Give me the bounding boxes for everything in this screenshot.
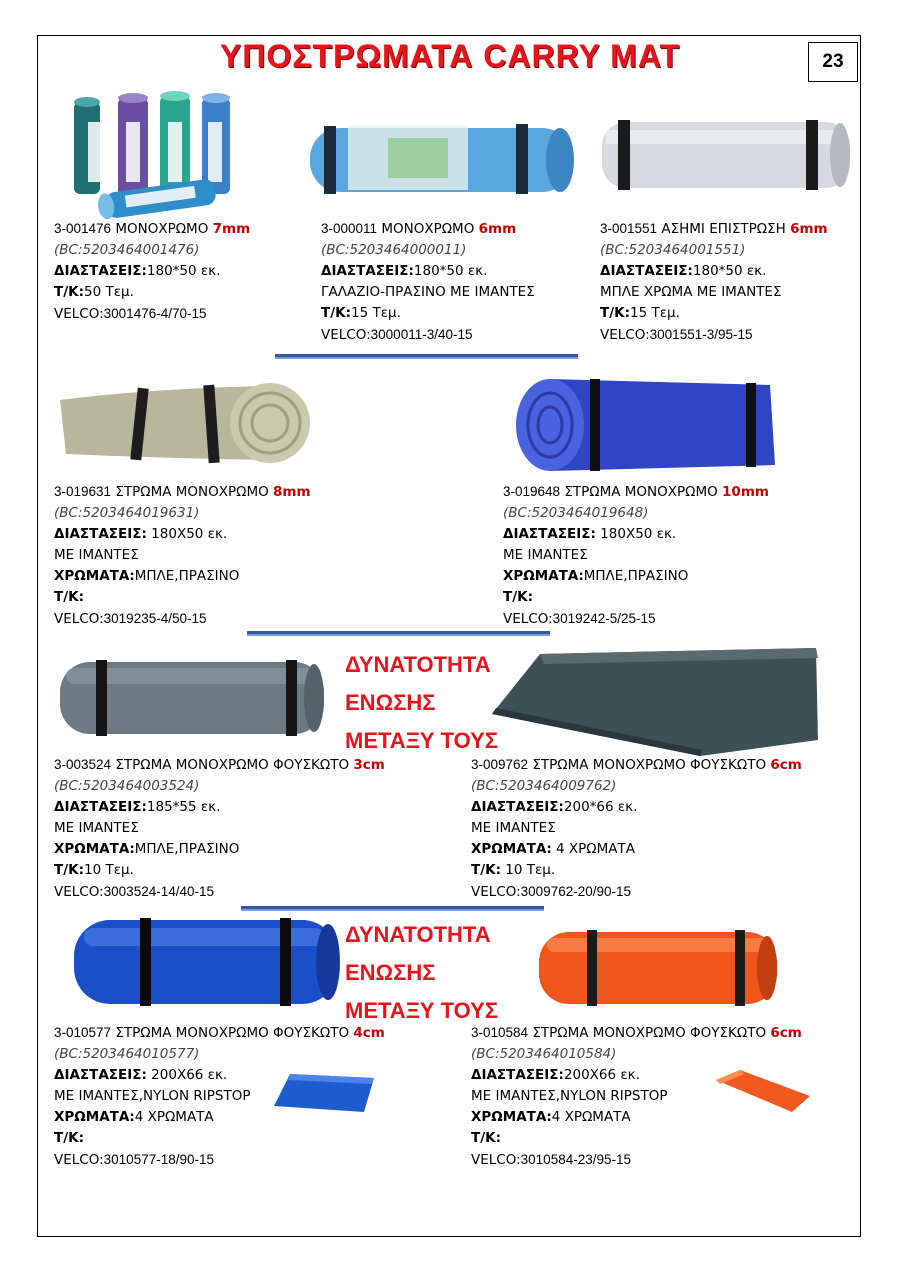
product-velco [600, 324, 828, 346]
velco-value: 3019242-5/25-15 [552, 611, 656, 626]
colors-label: ΧΡΩΜΑΤΑ: [471, 841, 552, 857]
colors-value: ΜΠΛΕ,ΠΡΑΣΙΝΟ [134, 841, 240, 857]
product-3-000011 [321, 218, 535, 346]
inflatable-blue-image [70, 914, 342, 1010]
velco-value: 3019235-4/50-15 [103, 611, 207, 626]
velco-label: VELCO: [471, 884, 521, 900]
colors-value: ΜΠΛΕ,ΠΡΑΣΙΝΟ [134, 568, 240, 584]
dimensions-label: ΔΙΑΣΤΑΣΕΙΣ: [54, 799, 147, 815]
product-desc: ΑΣΗΜΙ ΕΠΙΣΤΡΩΣΗ [657, 221, 791, 237]
inflatable-orange-image [535, 926, 781, 1008]
product-thickness: 6mm [790, 221, 828, 237]
product-3-019648 [503, 481, 769, 630]
colors-value: 4 ΧΡΩΜΑΤΑ [551, 1109, 631, 1125]
product-tk [471, 1128, 802, 1149]
product-velco [503, 608, 769, 630]
product-tk [321, 303, 535, 324]
product-3-010584 [471, 1022, 802, 1171]
silver-roll-image [598, 116, 856, 196]
colors-value: 4 ΧΡΩΜΑΤΑ [551, 841, 635, 857]
product-heading [54, 218, 250, 240]
tk-label: Τ/Κ: [54, 1130, 84, 1146]
product-3-009762 [471, 754, 802, 903]
colors-label: ΧΡΩΜΑΤΑ: [471, 1109, 552, 1125]
product-velco [54, 303, 250, 325]
product-desc: ΣΤΡΩΜΑ ΜΟΝΟΧΡΩΜΟ ΦΟΥΣΚΩΤΟ [111, 757, 354, 773]
colors-label: ΧΡΩΜΑΤΑ: [54, 568, 135, 584]
promo-line-2: ΕΝΩΣΗΣ [345, 960, 436, 985]
velco-label: VELCO: [503, 611, 553, 627]
product-heading [54, 1022, 385, 1044]
campus-rolls-image [66, 92, 236, 222]
product-note: ΓΑΛΑΖΙΟ-ΠΡΑΣΙΝΟ ΜΕ ΙΜΑΝΤΕΣ [321, 284, 535, 300]
dimensions-label: ΔΙΑΣΤΑΣΕΙΣ: [321, 263, 414, 279]
product-desc: ΜΟΝΟΧΡΩΜΟ [111, 221, 213, 237]
velco-value: 3001551-3/95-15 [649, 327, 753, 342]
product-dimensions [600, 261, 828, 282]
dimensions-value: 180*50 εκ. [692, 263, 767, 279]
product-barcode: (BC:5203464019631) [54, 505, 200, 521]
product-velco [471, 1149, 802, 1171]
product-code: 3-001551 [600, 221, 658, 236]
separator-2 [247, 631, 550, 636]
product-barcode: (BC:5203464001476) [54, 242, 200, 258]
product-thickness: 6mm [478, 221, 517, 237]
product-desc: ΣΤΡΩΜΑ ΜΟΝΟΧΡΩΜΟ ΦΟΥΣΚΩΤΟ [111, 1025, 354, 1041]
product-barcode: (BC:5203464019648) [503, 505, 649, 521]
product-3-001476 [54, 218, 250, 325]
product-dimensions [321, 261, 535, 282]
product-desc: ΣΤΡΩΜΑ ΜΟΝΟΧΡΩΜΟ [560, 484, 723, 500]
velco-value: 3010584-23/95-15 [520, 1152, 632, 1167]
dimensions-value: 180*50 εκ. [413, 263, 488, 279]
product-tk [54, 1128, 385, 1149]
tk-label: Τ/Κ: [471, 1130, 501, 1146]
product-dimensions [54, 797, 385, 818]
tk-label: Τ/Κ: [321, 305, 351, 321]
colors-value: ΜΠΛΕ,ΠΡΑΣΙΝΟ [583, 568, 689, 584]
promo-line-3: ΜΕΤΑΞΥ ΤΟΥΣ [345, 998, 499, 1023]
product-3-010577 [54, 1022, 385, 1171]
product-note: ΜΕ ΙΜΑΝΤΕΣ [54, 547, 139, 563]
tk-label: Τ/Κ: [54, 284, 84, 300]
tk-value: 15 Τεμ. [630, 305, 680, 321]
colors-label: ΧΡΩΜΑΤΑ: [54, 841, 135, 857]
promo-text-2 [345, 916, 498, 1030]
product-desc: ΣΤΡΩΜΑ ΜΟΝΟΧΡΩΜΟ [111, 484, 274, 500]
product-colors [54, 566, 311, 587]
velco-value: 3010577-18/90-15 [103, 1152, 215, 1167]
velco-label: VELCO: [471, 1152, 521, 1168]
product-dimensions [503, 524, 769, 545]
promo-line-3: ΜΕΤΑΞΥ ΤΟΥΣ [345, 728, 499, 753]
blue-roll-image [298, 114, 583, 204]
product-code: 3-000011 [321, 221, 378, 236]
tk-value: 10 Τεμ. [501, 862, 556, 878]
product-velco [471, 881, 802, 903]
product-code: 3-003524 [54, 757, 112, 772]
product-colors [471, 1107, 802, 1128]
product-tk [600, 303, 828, 324]
product-colors [54, 1107, 385, 1128]
dimensions-label: ΔΙΑΣΤΑΣΕΙΣ: [471, 799, 564, 815]
product-note: ΜΠΛΕ ΧΡΩΜΑ ΜΕ ΙΜΑΝΤΕΣ [600, 284, 782, 300]
product-note: ΜΕ ΙΜΑΝΤΕΣ,NYLON RIPSTOP [54, 1088, 251, 1104]
promo-line-1: ΔΥΝΑΤΟΤΗΤΑ [345, 922, 491, 947]
dimensions-label: ΔΙΑΣΤΑΣΕΙΣ: [54, 1067, 147, 1083]
dimensions-value: 180*50 εκ. [146, 263, 221, 279]
velco-label: VELCO: [600, 327, 650, 343]
product-thickness: 4cm [353, 1025, 385, 1041]
royal-blue-roll-image [510, 375, 785, 475]
velco-label: VELCO: [54, 884, 104, 900]
tk-label: Τ/Κ: [471, 862, 501, 878]
dimensions-value: 200X66 εκ. [563, 1067, 640, 1083]
dimensions-label: ΔΙΑΣΤΑΣΕΙΣ: [600, 263, 693, 279]
product-barcode: (BC:5203464001551) [600, 242, 746, 258]
product-dimensions [471, 797, 802, 818]
separator-1 [275, 354, 578, 359]
promo-line-1: ΔΥΝΑΤΟΤΗΤΑ [345, 652, 491, 677]
dimensions-label: ΔΙΑΣΤΑΣΕΙΣ: [503, 526, 596, 542]
product-colors [54, 839, 385, 860]
product-thickness: 8mm [273, 484, 311, 500]
tk-value: 10 Τεμ. [84, 862, 134, 878]
product-desc: ΣΤΡΩΜΑ ΜΟΝΟΧΡΩΜΟ ΦΟΥΣΚΩΤΟ [528, 1025, 771, 1041]
product-thickness: 6cm [770, 1025, 802, 1041]
product-tk [54, 860, 385, 881]
tk-value: 15 Τεμ. [351, 305, 401, 321]
product-heading [471, 754, 802, 776]
flat-mat-image [490, 644, 822, 760]
product-note: ΜΕ ΙΜΑΝΤΕΣ [54, 820, 139, 836]
product-thickness: 10mm [722, 484, 769, 500]
dimensions-value: 180X50 εκ. [595, 526, 677, 542]
page-number: 23 [808, 42, 858, 82]
product-thickness: 6cm [770, 757, 802, 773]
promo-text-1 [345, 646, 498, 760]
product-3-001551 [600, 218, 828, 346]
tk-value: 50 Τεμ. [84, 284, 134, 300]
product-velco [54, 608, 311, 630]
product-heading [54, 754, 385, 776]
product-barcode: (BC:5203464010584) [471, 1046, 617, 1062]
product-code: 3-010584 [471, 1025, 529, 1040]
product-note: ΜΕ ΙΜΑΝΤΕΣ [503, 547, 588, 563]
dimensions-value: 200*66 εκ. [563, 799, 638, 815]
product-tk [54, 282, 250, 303]
velco-value: 3009762-20/90-15 [520, 884, 632, 899]
page-title: ΥΠΟΣΤΡΩΜΑΤΑ CARRY MAT [219, 38, 681, 74]
dimensions-label: ΔΙΑΣΤΑΣΕΙΣ: [54, 263, 147, 279]
product-code: 3-009762 [471, 757, 529, 772]
gray-roll-image [56, 658, 328, 738]
velco-value: 3001476-4/70-15 [103, 306, 207, 321]
product-note: ΜΕ ΙΜΑΝΤΕΣ,NYLON RIPSTOP [471, 1088, 668, 1104]
velco-value: 3000011-3/40-15 [370, 327, 473, 342]
promo-line-2: ΕΝΩΣΗΣ [345, 690, 436, 715]
tk-label: Τ/Κ: [54, 862, 84, 878]
product-note: ΜΕ ΙΜΑΝΤΕΣ [471, 820, 556, 836]
product-code: 3-010577 [54, 1025, 112, 1040]
product-barcode: (BC:5203464000011) [321, 242, 467, 258]
dimensions-label: ΔΙΑΣΤΑΣΕΙΣ: [471, 1067, 564, 1083]
product-colors [503, 566, 769, 587]
product-tk [54, 587, 311, 608]
product-heading [503, 481, 769, 503]
velco-label: VELCO: [54, 611, 104, 627]
product-thickness: 3cm [353, 757, 385, 773]
product-heading [54, 481, 311, 503]
product-velco [54, 1149, 385, 1171]
product-code: 3-001476 [54, 221, 112, 236]
product-thickness: 7mm [212, 221, 251, 237]
tk-label: Τ/Κ: [54, 589, 84, 605]
colors-label: ΧΡΩΜΑΤΑ: [54, 1109, 135, 1125]
product-dimensions [54, 261, 250, 282]
product-barcode: (BC:5203464003524) [54, 778, 200, 794]
velco-label: VELCO: [54, 1152, 104, 1168]
olive-roll-image [56, 380, 314, 468]
tk-label: Τ/Κ: [600, 305, 630, 321]
product-barcode: (BC:5203464010577) [54, 1046, 200, 1062]
product-3-019631 [54, 481, 311, 630]
product-velco [54, 881, 385, 903]
product-barcode: (BC:5203464009762) [471, 778, 617, 794]
product-colors [471, 839, 802, 860]
product-code: 3-019631 [54, 484, 112, 499]
velco-value: 3003524-14/40-15 [103, 884, 215, 899]
product-code: 3-019648 [503, 484, 561, 499]
product-tk [471, 860, 802, 881]
product-heading [600, 218, 828, 240]
colors-value: 4 ΧΡΩΜΑΤΑ [134, 1109, 214, 1125]
velco-label: VELCO: [54, 306, 104, 322]
product-velco [321, 324, 535, 346]
tk-label: Τ/Κ: [503, 589, 533, 605]
dimensions-value: 180X50 εκ. [146, 526, 228, 542]
dimensions-value: 185*55 εκ. [146, 799, 221, 815]
product-tk [503, 587, 769, 608]
velco-label: VELCO: [321, 327, 371, 343]
product-3-003524 [54, 754, 385, 903]
product-desc: ΣΤΡΩΜΑ ΜΟΝΟΧΡΩΜΟ ΦΟΥΣΚΩΤΟ [528, 757, 771, 773]
product-dimensions [54, 1065, 385, 1086]
product-dimensions [471, 1065, 802, 1086]
dimensions-label: ΔΙΑΣΤΑΣΕΙΣ: [54, 526, 147, 542]
product-desc: ΜΟΝΟΧΡΩΜΟ [377, 221, 479, 237]
colors-label: ΧΡΩΜΑΤΑ: [503, 568, 584, 584]
dimensions-value: 200X66 εκ. [146, 1067, 228, 1083]
product-dimensions [54, 524, 311, 545]
separator-3 [241, 906, 544, 911]
product-heading [321, 218, 535, 240]
product-heading [471, 1022, 802, 1044]
